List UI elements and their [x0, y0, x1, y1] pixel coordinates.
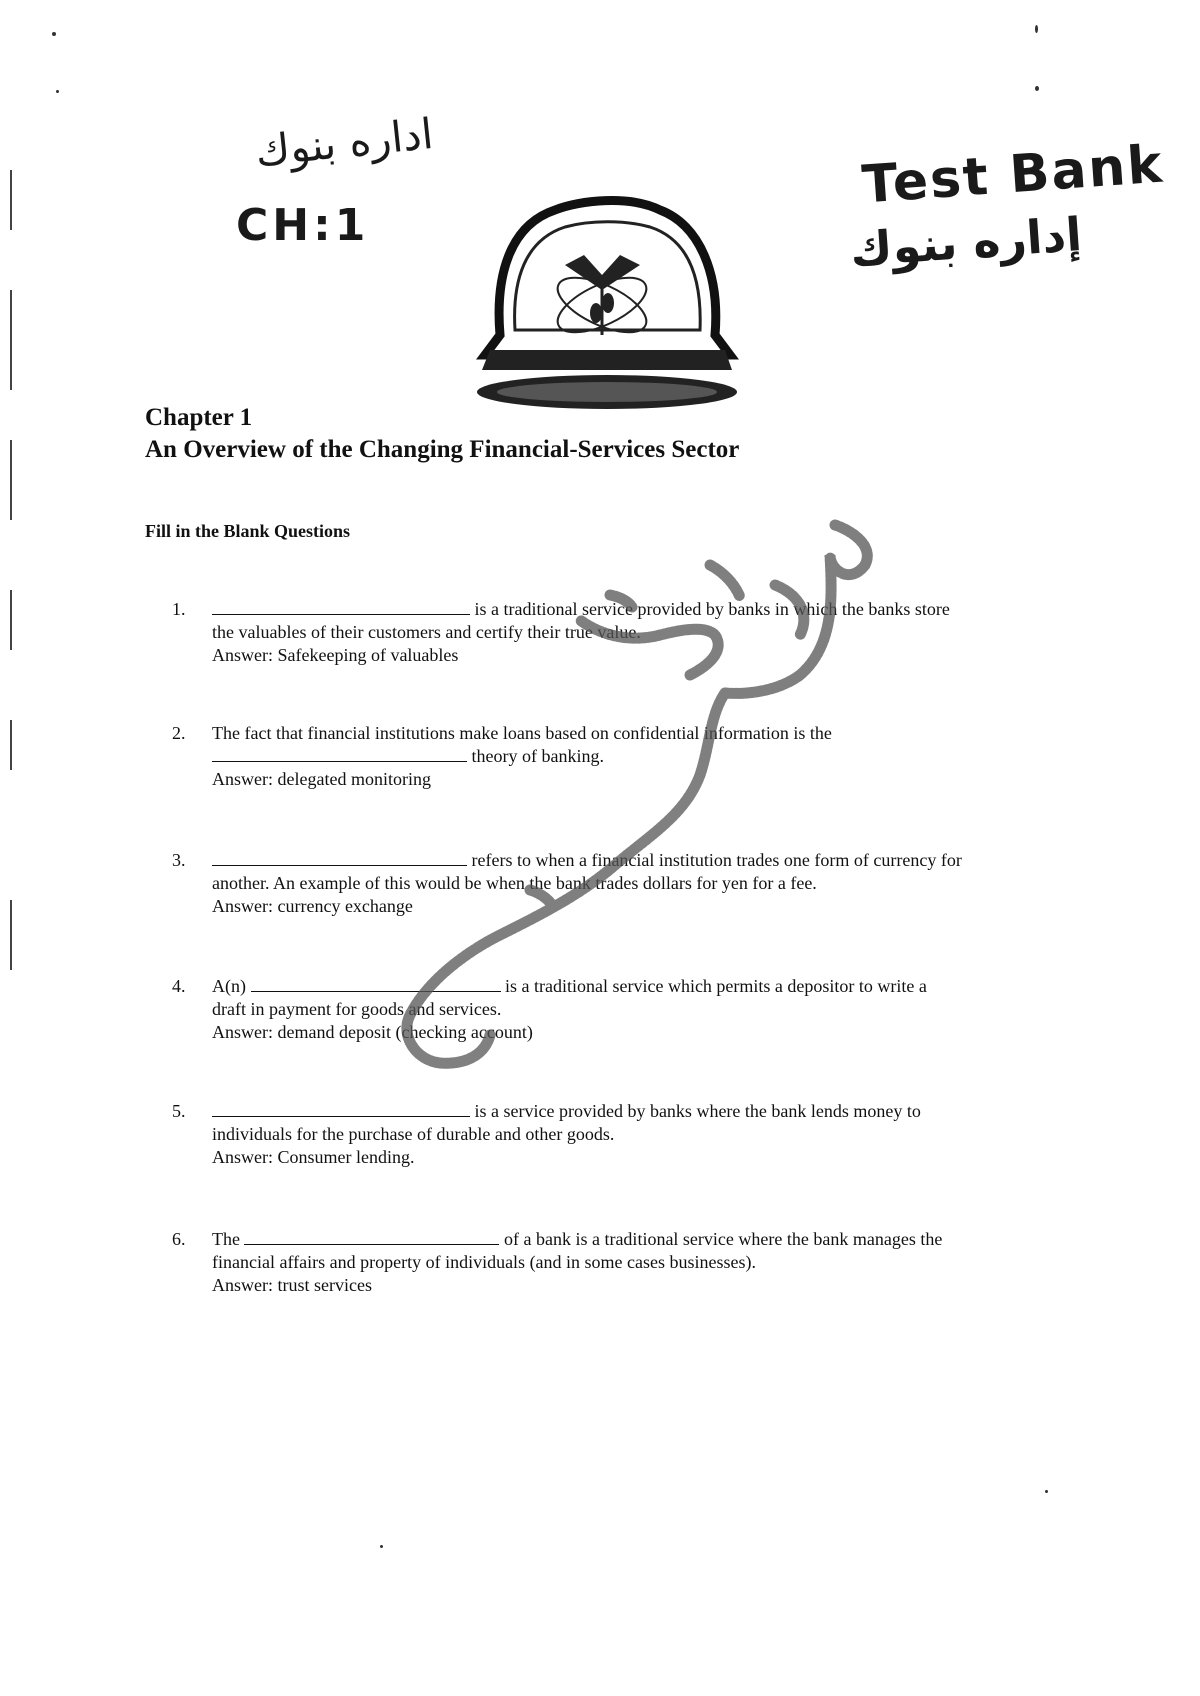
chapter-title: An Overview of the Changing Financial-Services Sector — [145, 436, 740, 463]
answer-text: Answer: Safekeeping of valuables — [212, 645, 459, 665]
answer-text: Answer: trust services — [212, 1275, 372, 1295]
question-text: is a traditional service which permits a depositor to write a — [505, 976, 927, 996]
question-text: theory of banking. — [471, 746, 604, 766]
question-text: draft in payment for goods and services. — [212, 999, 502, 1019]
question-text: is a traditional service provided by banks in which the banks store — [474, 599, 950, 619]
question-number: 1. — [172, 599, 186, 619]
question-text: of a bank is a traditional service where the bank manages the — [503, 1229, 943, 1249]
question-text: individuals for the purchase of durable and other goods. — [212, 1124, 615, 1144]
question-number: 4. — [172, 976, 186, 996]
question-number: 2. — [172, 723, 186, 743]
question-text: another. An example of this would be when the bank trades dollars for yen for a fee. — [212, 873, 817, 893]
chapter-number: Chapter 1 — [145, 404, 253, 431]
answer-text: Answer: demand deposit (checking account) — [212, 1022, 533, 1042]
question-text: A(n) — [212, 976, 246, 996]
question-text: the valuables of their customers and certify their true value. — [212, 622, 641, 642]
handwritten-test-bank: Test Bank — [860, 134, 1166, 216]
question-number: 5. — [172, 1101, 186, 1121]
answer-text: Answer: delegated monitoring — [212, 769, 431, 789]
question-number: 6. — [172, 1229, 186, 1249]
handwritten-chapter-label: CH:1 — [236, 200, 370, 251]
handwritten-arabic-scribble-icon — [380, 515, 900, 1115]
question-text: financial affairs and property of individuals (and in some cases businesses). — [212, 1252, 757, 1272]
question-number: 3. — [172, 850, 186, 870]
university-emblem-icon — [470, 195, 745, 410]
answer-text: Answer: currency exchange — [212, 896, 413, 916]
section-heading: Fill in the Blank Questions — [145, 521, 351, 541]
question-text: is a service provided by banks where the bank lends money to — [474, 1101, 921, 1121]
question-text: The — [212, 1229, 240, 1249]
handwritten-arabic-right: إداره بنوك — [848, 206, 1084, 278]
question-text: The fact that financial institutions make loans based on confidential information is the — [212, 723, 832, 743]
question-item — [172, 1228, 1072, 1297]
handwritten-arabic-left: اداره بنوك — [252, 108, 436, 177]
answer-text: Answer: Consumer lending. — [212, 1147, 415, 1167]
fill-in-blank — [244, 1228, 499, 1245]
question-text: refers to when a financial institution trades one form of currency for — [471, 850, 962, 870]
